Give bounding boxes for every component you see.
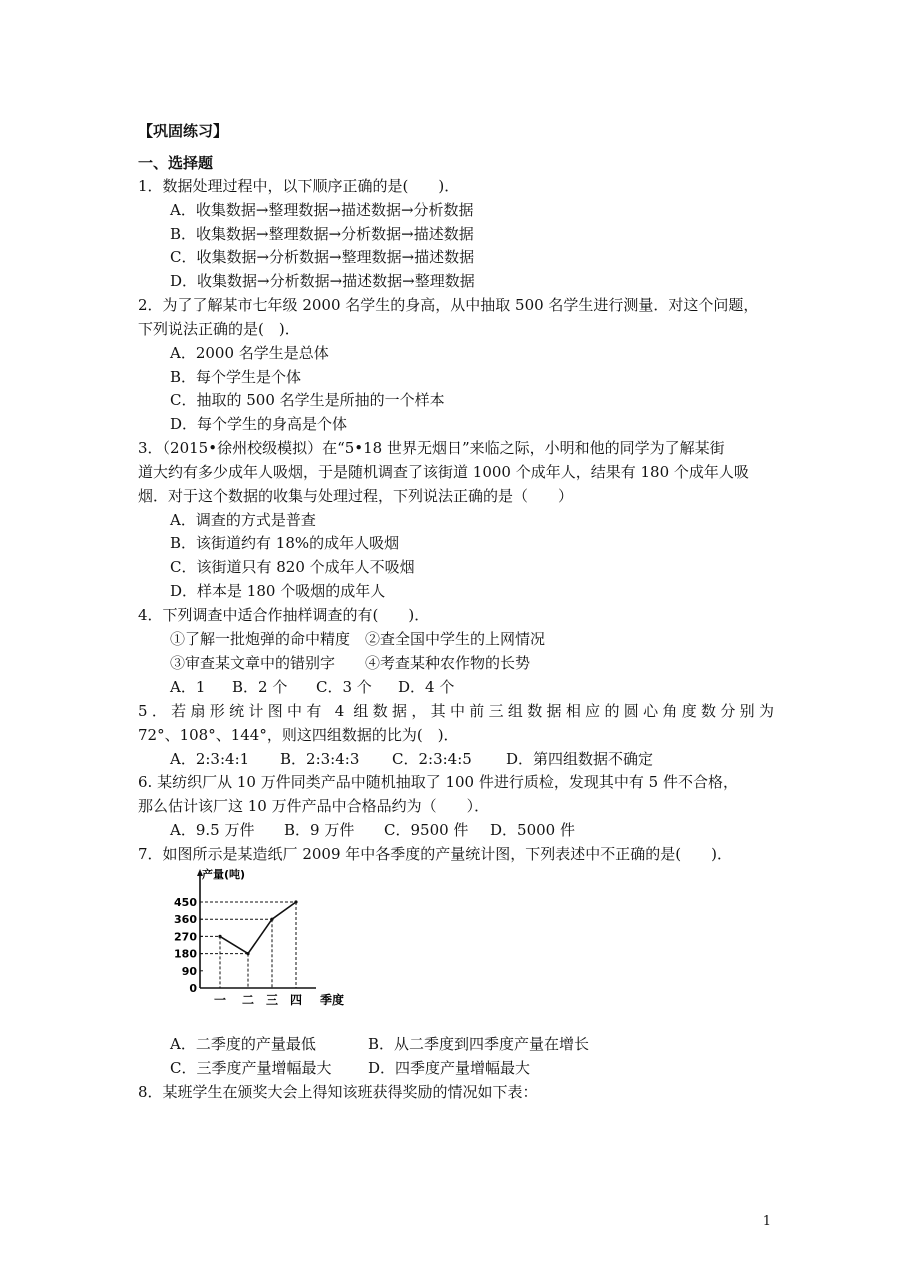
data-point [270, 918, 273, 921]
y-tick-label: 450 [174, 896, 197, 909]
q4-items-line1: ①了解一批炮弹的命中精度 ②查全国中学生的上网情况 [170, 630, 546, 648]
y-tick-label: 0 [189, 982, 197, 995]
q3-stem-line3: 烟．对于这个数据的收集与处理过程，下列说法正确的是（ ） [138, 487, 574, 505]
x-tick-label: 四 [289, 993, 303, 1007]
y-tick-label: 90 [181, 964, 197, 978]
y-tick-label: 360 [174, 913, 197, 927]
q5-stem-line1: 5．若扇形统计图中有 4 组数据，其中前三组数据相应的圆心角度数分别为 [138, 702, 774, 720]
y-axis-label: 产量(吨) [202, 868, 246, 881]
section-header: 【巩固练习】 [138, 122, 229, 140]
q3-stem-line2: 道大约有多少成年人吸烟，于是随机调查了该街道 1000 个成年人，结果有 180 个成年人吸 [138, 463, 749, 481]
y-tick-label: 180 [174, 947, 197, 961]
q6-option-a: A．9.5 万件 [170, 821, 255, 839]
q2-stem-line2: 下列说法正确的是( )． [138, 320, 300, 338]
q7-option-a: A．二季度的产量最低 [170, 1035, 316, 1053]
q2-stem-line1: 2．为了了解某市七年级 2000 名学生的身高，从中抽取 500 名学生进行测量．对这个问题， [138, 296, 759, 314]
q1-option-b: B．收集数据→整理数据→分析数据→描述数据 [170, 225, 474, 243]
series-line [220, 902, 296, 954]
q3-option-d: D．样本是 180 个吸烟的成年人 [170, 582, 386, 600]
q7-option-d: D．四季度产量增幅最大 [368, 1059, 531, 1077]
chart-series [218, 900, 297, 955]
q6-stem-line1: 6. 某纺织厂从 10 万件同类产品中随机抽取了 100 件进行质检，发现其中有 5 件不合格， [138, 773, 738, 791]
q4-stem: 4．下列调查中适合作抽样调查的有( )． [138, 606, 430, 624]
data-point [294, 900, 297, 903]
q2-option-c: C．抽取的 500 名学生是所抽的一个样本 [170, 391, 445, 409]
chart-guides [200, 902, 296, 988]
q3-option-c: C．该街道只有 820 个成年人不吸烟 [170, 558, 415, 576]
q8-stem: 8．某班学生在颁奖大会上得知该班获得奖励的情况如下表： [138, 1083, 538, 1101]
q6-option-b: B．9 万件 [284, 821, 355, 839]
q2-option-a: A．2000 名学生是总体 [170, 344, 329, 362]
x-tick-label: 一 [213, 993, 227, 1007]
q4-option-b: B．2 个 [232, 678, 288, 696]
q3-option-a: A．调查的方式是普查 [170, 511, 316, 529]
q3-option-b: B．该街道约有 18%的成年人吸烟 [170, 534, 400, 552]
q2-option-d: D．每个学生的身高是个体 [170, 415, 348, 433]
q4-option-c: C．3 个 [316, 678, 372, 696]
data-point [246, 952, 249, 955]
q7-stem: 7．如图所示是某造纸厂 2009 年中各季度的产量统计图，下列表述中不正确的是( )． [138, 845, 732, 863]
q5-option-a: A．2:3:4:1 [170, 750, 250, 768]
q6-option-c: C．9500 件 [384, 821, 469, 839]
q4-items-line2: ③审查某文章中的错别字 ④考查某种农作物的长势 [170, 654, 531, 672]
y-tick-label: 270 [174, 930, 197, 944]
q1-option-d: D．收集数据→分析数据→描述数据→整理数据 [170, 272, 475, 290]
q7-option-c: C．三季度产量增幅最大 [170, 1059, 332, 1077]
chart-ticks [174, 896, 302, 1007]
q6-stem-line2: 那么估计该厂这 10 万件产品中合格品约为（ ）． [138, 797, 490, 815]
q6-option-d: D．5000 件 [490, 821, 575, 839]
q5-option-d: D．第四组数据不确定 [506, 750, 654, 768]
q2-option-b: B．每个学生是个体 [170, 368, 302, 386]
q4-option-a: A．1 [170, 678, 206, 696]
page-number: 1 [762, 1214, 771, 1229]
x-tick-label: 三 [265, 993, 279, 1007]
production-line-chart [168, 864, 358, 1009]
q1-option-a: A．收集数据→整理数据→描述数据→分析数据 [170, 201, 474, 219]
q5-option-c: C．2:3:4:5 [392, 750, 472, 768]
q5-stem-line2: 72°、108°、144°，则这四组数据的比为( )． [138, 726, 459, 744]
q1-option-c: C．收集数据→分析数据→整理数据→描述数据 [170, 248, 475, 266]
q3-stem-line1: 3．（2015•徐州校级模拟）在“5•18 世界无烟日”来临之际，小明和他的同学为了解某街 [138, 439, 725, 457]
q1-stem: 1．数据处理过程中，以下顺序正确的是( )． [138, 177, 460, 195]
x-tick-label: 二 [241, 993, 255, 1007]
q5-option-b: B．2:3:4:3 [280, 750, 360, 768]
data-point [218, 935, 221, 938]
q7-option-b: B．从二季度到四季度产量在增长 [368, 1035, 590, 1053]
section-title: 一、选择题 [138, 154, 214, 172]
q4-option-d: D．4 个 [398, 678, 455, 696]
x-axis-label: 季度 [320, 993, 345, 1007]
